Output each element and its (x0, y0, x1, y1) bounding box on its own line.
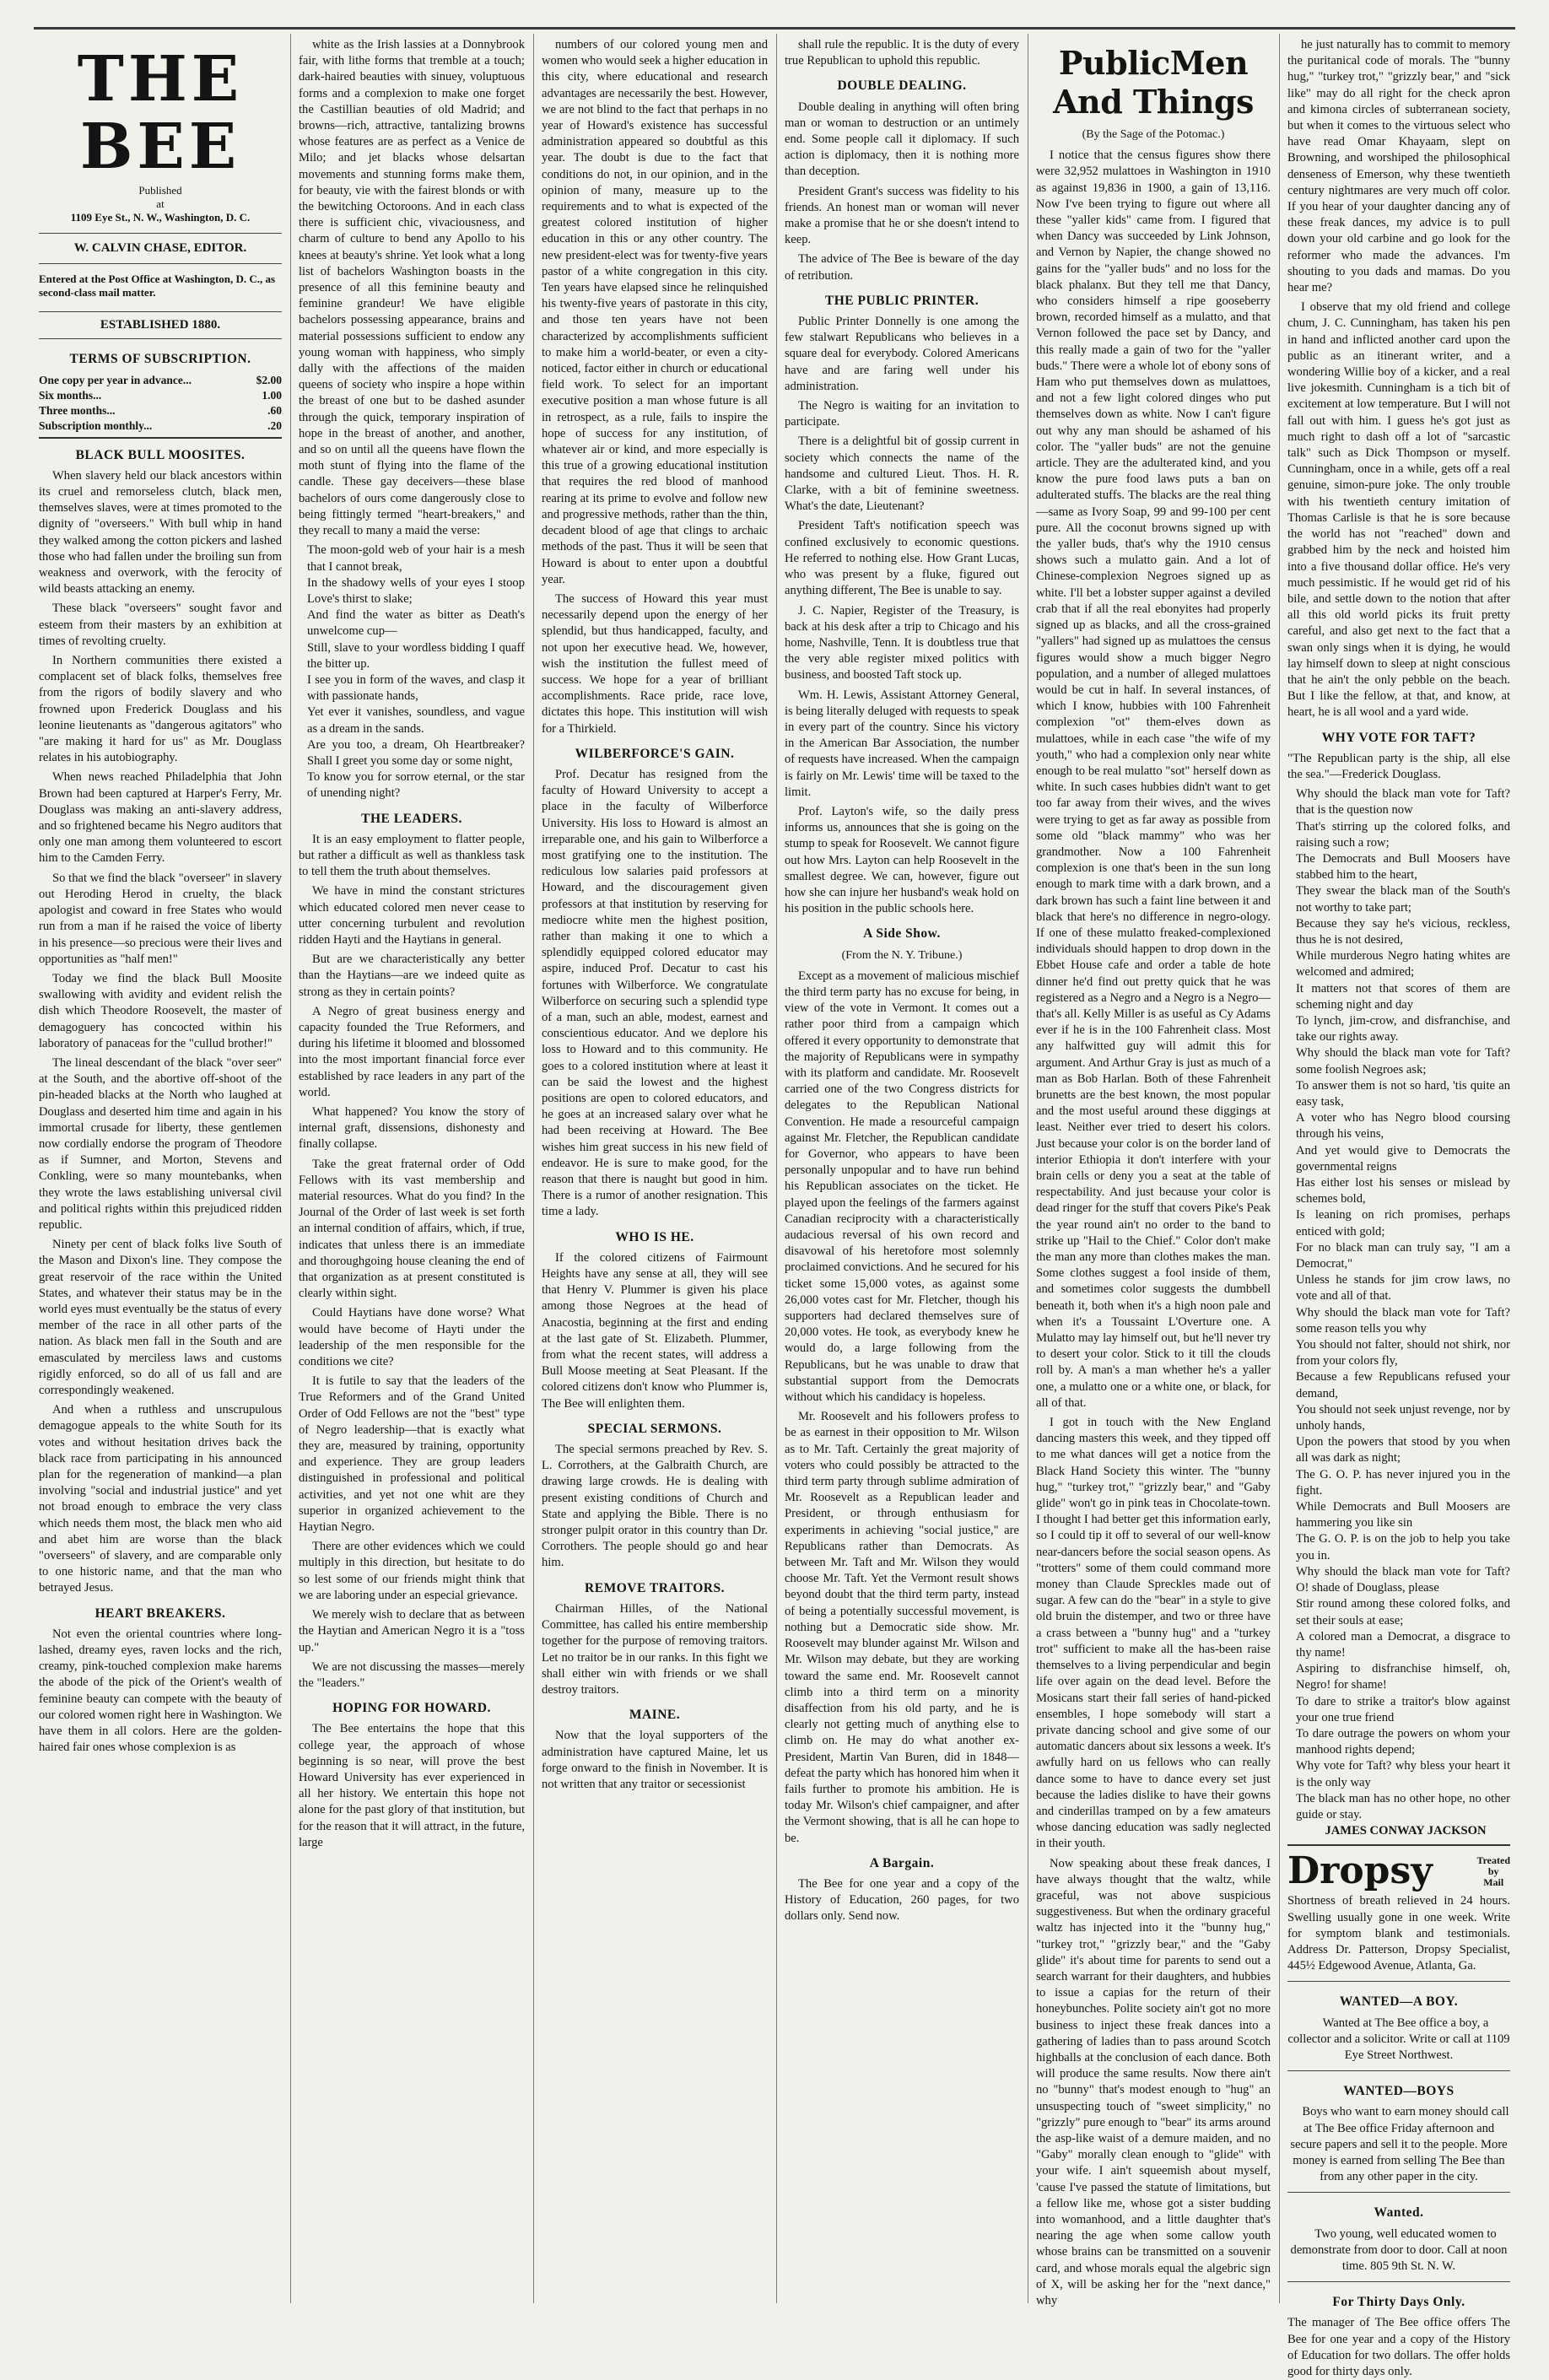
poem-line: Why should the black man vote for Taft? some reason tells you why (1296, 1305, 1510, 1336)
paragraph: Take the great fraternal order of Odd Fellows with its vast membership and material resources. What do you find? In the Journal of the Order of last week is set forth an internal condition of affairs, which, if true, indicates that unless there is an immediate and thoroughgoing house cleaning the end of that organization as at present constituted is clearly within sight. (299, 1157, 525, 1301)
paragraph: I notice that the census figures show there were 32,952 mulattoes in Washington in 1910 as against 19,836 in 1900, a gain of 13,116. Now I've been trying to figure out where all these "yaller kids" came from. I figured that when Dancy was succeeded by Link Johnson, and Vernon by Napier, the change showed no gains for the "yaller buds" and no loss for the black phalanx. But they tell me that Dancy, who considers himself a ripe gooseberry brown, recorded himself as a mulatto, and that Vernon followed the pace set by Dancy, and this really made a gain of two for the "yaller buds." There were a whole lot of ebony sons of Ham who put themselves down as mulattoes, and not a few light colored dinges who put themselves down as white. Now I can't figure out why any man should be ashamed of his color. The "yaller buds" are not the genuine article. They are the adulterated kind, and you know the pure food laws puts a ban on adulterated stuffs. The blacks are the real thing—same as Ivory Soap, 99 and 99-100 per cent pure. All the coconut browns signed up with the yaller buds, that's why the 1910 census shows such a mulatto gain. And a lot of Chinese-complexion Negroes signed up as white. I'll bet a lobster supper against a deviled crab that if all the real ebonyites had properly signed up as blacks, and all the cross-grained "yallers" had signed up as mulattoes the census figures would show a much bigger Negro population, and a number of alleged mulattoes would be cut in half. In several instances, of which I know, hubbies with 100 Fahrenheit complexion "ot" them-elves down as mulattoes, while in each case "the wife of my youth," who had a complexion only near white enough to be real mulatto "sot" herself down as white. In such cases hubbies didn't want to get too far away from their wives, and the wives were trying to get as far away as possible from some old "black mammy" who was her grandmother. Now a 100 Fahrenheit complexion is one that's been in the sun long enough to mark time with a dark brown, and a dark brown has such a faint line between it and black that here's no difference in negro-ology. If one of these mulatto freaked-complexioned individuals should happen to drop down in the Ebbet House cafe and order a table de hote dinner he'd find out pretty quick that he was registered as a Negro and a Negro is a Negro—that's all. Kelly Miller is as useful as Cy Adams ever if he is in the 100 Fahrenheit class. Most any halfwitted guy will admit this for argument. And Arthur Gray is just as much of a man as Bob Harlan. Both of these Fahrenheit brunetts are the best known, the most popular and the most useful around these diggings at least. Neither ever tried to desert his colors. Just because your color is on the border land of interior Ethiopia it don't interfere with your brain cells or deny you a seat at the table of respectability. And just because your color is dead ringer for the stuff that covers Pike's Peak the year round ain't no order to the band to strike up "Hail to the Chief." Color don't make the man any more than clothes makes the man. Some clothes suggest a fool inside of them, and sometimes color suggests the dumbbell beneath it, both when it's a high noon pale and when it's a Toussaint L'Overture one. A Mulatto may lay himself out, but he'll never try to desert your color. Stick to it till the clouds roll by. A man's a man whether he's a yaller one, a mulatto one or a white one, or black, for all of that. (1036, 148, 1271, 1410)
poem-line: The Democrats and Bull Moosers have stabbed him to the heart, (1296, 851, 1510, 882)
paragraph: Could Haytians have done worse? What would have become of Hayti under the leadership of the men responsible for the conditions we cite? (299, 1306, 525, 1369)
paragraph: Public Printer Donnelly is one among the few stalwart Republicans who believes in a square deal for everybody. Colored Americans have and are faring well under his administration. (785, 315, 1019, 393)
column-rule (776, 34, 777, 2303)
paragraph: These black "overseers" sought favor and esteem from their masters by an exhibition at times of revolting cruelty. (39, 602, 282, 648)
terms-row (39, 388, 282, 403)
poem-line: To lynch, jim-crow, and disfranchise, and take our rights away. (1296, 1013, 1510, 1044)
treated-word: Treated (1476, 1854, 1510, 1866)
published-line: Published (138, 184, 182, 197)
terms-row (39, 418, 282, 434)
poem-line: Unless he stands for jim crow laws, no vote and all of that. (1296, 1273, 1510, 1303)
column-rule (290, 34, 291, 2303)
terms-label: Three months... (39, 403, 116, 417)
article-heading: WHY VOTE FOR TAFT? (1321, 730, 1476, 745)
treated-label (1476, 1855, 1510, 1888)
poem-line: While murderous Negro hating whites are welcomed and admired; (1296, 949, 1510, 980)
paragraph: shall rule the republic. It is the duty of every true Republican to uphold this republic. (785, 38, 1019, 68)
article-body (542, 1728, 768, 1793)
poem-line: Stir round among these colored folks, and set their souls at ease; (1296, 1597, 1510, 1627)
paragraph: white as the Irish lassies at a Donnybrook fair, with lithe forms that tremble at a touch; dark-haired beauties with sinuey, voluptuous forms and a complexion to make one forget the Castillian beauties of old Madrid; and browns—rich, attractive, tantalizing browns whose features are as perfect as a Venice de Milo; and jet blacks whose delsartan movements and stunning forms make them, for beauty, vie with the fairest blonds or with the bewitching Octoroons. And in each class there is sufficient chic, vivaciousness, and charm of culture to bend any Apollo to his knees at beauty's shrine. Yet look what a long list of bachelors Washington boasts in the presence of all this feminine beauty and feminine grandeur! We have eligible bachelors possessing appearance, brains and material possessions sufficient to endow any young woman with happiness, who simply dally with the affections of the maiden queens of society who inspire a hope within the breast of one but to be dashed asunder through the quick, temporary inspiration of hope in the breast of another, and another, and so on until all the queens have flown the moth stunt of flying into the flame of the candle. These gay deceivers—these blase bachelors of ours come dangerously close to being fittingly termed "heart-breakers," and they recall to many a maid the verse: (299, 38, 525, 538)
article-body (785, 969, 1019, 1847)
column-rule (1279, 34, 1280, 2303)
signature: JAMES CONWAY JACKSON (1325, 1824, 1487, 1838)
subscription-terms (39, 351, 282, 438)
paragraph: Double dealing in anything will often bring man or woman to destruction or an untimely end. Some people call it diplomacy. If such action is diplomacy, then it is nothing more than deception. (785, 100, 1019, 179)
article-body (785, 37, 1019, 69)
article-body (542, 1442, 768, 1572)
established-line: ESTABLISHED 1880. (39, 311, 282, 339)
column-rule (533, 34, 534, 2303)
paragraph: A Negro of great business energy and capacity founded the True Reformers, and during his lifetime it bloomed and blossomed into the most important financial force ever established by race leaders in any part of the world. (299, 1004, 525, 1099)
article-body (785, 314, 1019, 917)
paragraph: The success of Howard this year must necessarily depend upon the energy of her splendid, but thus handicapped, faculty, and not upon her executive head. We, however, wish the institution the fullest meed of success. We hope for a year of brilliant accomplishments. Race pride, race love, dictates this hope. This institution will wish for a Thirkield. (542, 591, 768, 736)
epigraph: "The Republican party is the ship, all else the sea."—Frederick Douglass. (1287, 751, 1510, 781)
article-body (1287, 37, 1510, 721)
poem-line: Upon the powers that stood by you when all was dark as night; (1296, 1435, 1510, 1465)
classified-ad (1287, 1981, 1510, 2064)
byline: (By the Sage of the Potomac.) (1082, 128, 1225, 141)
poem-line: For no black man can truly say, "I am a Democrat," (1296, 1240, 1510, 1271)
paragraph: I got in touch with the New England dancing masters this week, and they tipped off to me what dances will get a notice from the Black Hand Society this winter. The "bunny hug," "turkey trot," "grizzly bear," and "Gaby glide" won't go in pink teas in Chocolate-town. I thought I had better get this information early, so I could tip it off to several of our well-know near-dancers before the social season opens. As "trotters" some of them could command more money than Claude Spreckles made out of sugar. A few can do the "bear" in a style to give old bruin the distemper, and two or three have a crass between a "bunny hug" and a "turkey trot" sufficient to make all the has-been raise themselves to a living perpendicular and begin life over again on the dead level. Before the Mosicans start their fall series of hand-picked ensembles, I hope somebody will start a private dancing school and give some of our automatic dancers about six lessons a week. It's awfully hard on us fellows who can really dance some to have to dance every set just because the ladies dislike to have their gowns and cinderillas tramped on by a few amateurs whose dancing education was sadly neglected in their youth. (1036, 1416, 1271, 1851)
poem-line: Why vote for Taft? why bless your heart it is the only way (1296, 1759, 1510, 1789)
paragraph: The special sermons preached by Rev. S. L. Corrothers, at the Galbraith Church, are drawing large crowds. He is dealing with present existing conditions of Church and State and applying the Bible. There is no stronger pulpit orator in this country than Dr. Corrothers. The people should go and hear him. (542, 1443, 768, 1570)
paragraph: he just naturally has to commit to memory the puritanical code of morals. The "bunny hug," "turkey trot," "grizzly bear," and "sick like" may do all right for the check apron and kimona circles of subterranean society, but when it comes to the virtuous select who have read Omar Khayaam, slept on Browning, and worshiped the philosophical denseness of Emerson, why these twentieth century nightmares are very much off color. If you hear of your daughter dancing any of these freak dances, my advice is to pull down your old carbine and go look for the reformer who made the advances. I'm shouting to you dads and mamas. Do you hear me? (1287, 38, 1510, 295)
article-body (785, 1876, 1019, 1925)
poem-line: Is leaning on rich promises, perhaps enticed with gold; (1296, 1208, 1510, 1239)
terms-value: $2.00 (256, 373, 282, 386)
classified-ad (1287, 2070, 1510, 2185)
article-heading: THE PUBLIC PRINTER. (824, 293, 980, 308)
article-body (542, 37, 768, 737)
paragraph: The advice of The Bee is beware of the day of retribution. (785, 252, 1019, 283)
ad-body: Boys who want to earn money should call at The Bee office Friday afternoon and secure papers and sell it to the people. More money is earned from selling The Bee than from any other paper in the city. (1290, 2105, 1509, 2184)
paragraph: President Taft's notification speech was confined exclusively to economic questions. He referred to nothing else. How Grant Lucas, who was present by a fluke, figured out anything different, The Bee is unable to say. (785, 519, 1019, 598)
ad-heading: Wanted. (1374, 2205, 1424, 2221)
terms-row (39, 403, 282, 418)
paragraph: If the colored citizens of Fairmount Heights have any sense at all, they will see that Henry V. Plummer is given his place among those Negroes at the head of Anacostia, beginning at the first and ending at the last gate of St. Elizabeth. Plummer, from what the recent states, will address a Bull Moose meeting at Seat Pleasant. If the colored citizens don't know who Plummer is, The Bee will enlighten them. (542, 1250, 768, 1411)
paragraph: Mr. Roosevelt and his followers profess to be as earnest in their opposition to Mr. Wilson as to Mr. Taft. Certainly the great majority of voters who could possibly be attracted to the third term party through sublime admiration of Mr. Roosevelt as a Republican leader and President, or through enthusiasm for experiments in achieving "social justice," are Republicans rather than Democrats. As between Mr. Taft and Mr. Wilson they would choose Mr. Taft. Yet the Vermont result shows beyond doubt that the third term party, instead of being a potentially successful movement, is nothing but a Democratic side show. Mr. Roosevelt may blunder against Mr. Wilson and Mr. Wilson may debate, but they are working toward the same end. Mr. Roosevelt cannot climb into a third term on a minority disaffection from his old party, and he is clearly not getting much of anything else to climb on. He may do what another ex-President, Martin Van Buren, did in 1848—defeat the party which has honored him when it fails further to promote his ambition. He is today Mr. Wilson's chief campaigner, and after the Vermont showing, that is all he can hope to be. (785, 1410, 1020, 1845)
article-heading: A Bargain. (869, 1855, 935, 1870)
paragraph: Except as a movement of malicious mischief the third term party has no excuse for being, in view of the vote in Vermont. It comes out a rather poor third from a campaign which offered it every opportunity to demonstrate that the majority of Republicans were in sympathy with its platform and candidate. Mr. Roosevelt carried one of the two Congress districts for delegates to the Republican National Convention. He made a resourceful campaign against Mr. Fletcher, the Republican candidate for Governor, who appears to have been personally unpopular and to have run behind his Republican associates on the ticket. He played upon the feelings of the farmers against Canadian reciprocity with a characteristically audacious reversal of his own record and disavowal of his heretofore most solemnly proclaimed convictions. And he secured for his ticket some 15,000 votes, as against some 26,000 votes cast for Mr. Fletcher, though his supporters had declared themselves sure of 20,000 votes. He took, as everybody knew he would do, a large following from the Republicans, but he was unable to draw that substantial support from the Democrats without which his candidacy is hopeless. (785, 969, 1019, 1405)
column-1 (34, 37, 287, 2298)
paragraph: Today we find the black Bull Moosite swallowing with avidity and evident relish the dish which Theodore Roosevelt, the master of demagoguery has concocted within his laboratory of panaceas for the "cullud brother!" (39, 971, 282, 1050)
paragraph: numbers of our colored young men and women who would seek a higher education in this city, where educational and research advantages are necessarily the best. However, we are not blind to the fact that perhaps in no year of Howard's existence has successful administration appeared so doubtful as this year. The doubt is due to the fact that conditions do not, in our opinion, and in the opinion of many, measure up to the requirements and to what is expected of the greatest colored institution of higher education in this or any other country. The new president-elect was for twenty-five years pastor of a white congregation in this city. Ten years have elapsed since he relinquished his twenty-five years of pastorate in this city, and those ten years have not been characterized by accomplishments sufficient to make him a world-beater, or even a city-noticed, factor either in church or educational field work. To select for an important executive position a man whose future is all in retrospect, as a rule, fails to inspire the hope of success for any institution, of whatever air or kind, and more especially is this true of a growing educational institution that requires the red blood of manhood rearing at its prime to evolve and follow new and progressive methods, rather than the thin, decadent blood of age that clings to archaic methods of the past. Thus it will be seen that Howard is about to enter upon a doubtful year. (542, 38, 768, 586)
ad-body: Wanted at The Bee office a boy, a collector and a solicitor. Write or call at 1109 Eye Street Northwest. (1287, 2016, 1510, 2062)
paragraph: J. C. Napier, Register of the Treasury, is back at his desk after a trip to Chicago and his home, Nashville, Tenn. It is doubtless true that the very able register mixed politics with business, and boosted Taft stock up. (785, 603, 1019, 683)
paragraph: When slavery held our black ancestors within its cruel and remorseless clutch, black men, themselves slaves, were at times promoted to the dignity of "overseers." With bull whip in hand they walked among the cotton pickers and lashed those who had fallen under the broiling sun from weakness and overwork, with the ferocity of wild beasts attacking an enemy. (39, 468, 282, 596)
paragraph: There is a delightful bit of gossip current in society which connects the name of the handsome and cultured Lieut. Thos. H. R. Clarke, with a bit of feminine sweetness. What's the date, Lieutenant? (785, 434, 1019, 514)
dropsy-title: Dropsy (1287, 1849, 1433, 1893)
terms-label: One copy per year in advance... (39, 373, 192, 386)
terms-row (39, 373, 282, 388)
ad-body: Two young, well educated women to demonstrate from door to door. Call at noon time. 805 9th St. N. W. (1290, 2226, 1508, 2273)
poem-line: Why should the black man vote for Taft? that is the question now (1296, 787, 1510, 818)
article-body (39, 1627, 282, 1757)
poem-line: In the shadowy wells of your eyes I stoop Love's thirst to slake; (307, 575, 525, 606)
poem-line: I see you in form of the waves, and clasp it with passionate hands, (307, 672, 525, 704)
paragraph: So that we find the black "overseer" in slavery out Heroding Herod in cruelty, the black apologist and coward in free States who would run from a man if he raised the voice of liberty in his presence—so precious were their lives and opportunities as "half men!" (39, 871, 282, 966)
column-6 (1282, 37, 1515, 2379)
article-body (299, 832, 525, 1692)
paragraph: It is futile to say that the leaders of the True Reformers and of the Grand United Order of Odd Fellows are not the "best" type of Negro leadership—that is exactly what they are, measured by training, opportunity and experience. They are group leaders distinguished in professional and political activities, and yet not one whit are they superior in organized achievement to the Haytian Negro. (299, 1374, 525, 1535)
paragraph: Not even the oriental countries where long-lashed, dreamy eyes, raven locks and the rich, creamy, pink-touched complexion make harems the abode of the pick of the Orient's wealth of feminine beauty can compete with the beauty of our colored women right here in Washington. We have them in all colors. Here are the golden-haired fair ones whose complexion is as (39, 1627, 282, 1755)
column-4 (780, 37, 1024, 2298)
poem-line: The G. O. P. is on the job to help you take you in. (1296, 1532, 1510, 1562)
poem-line: To dare outrage the powers on whom your manhood rights depend; (1296, 1726, 1510, 1757)
poem-line: Are you too, a dream, Oh Heartbreaker? Shall I greet you some day or some night, (307, 737, 525, 768)
editor-line: W. CALVIN CHASE, EDITOR. (39, 233, 282, 264)
classified-ad (1287, 2281, 1510, 2380)
column-5 (1031, 37, 1276, 2308)
paragraph: Chairman Hilles, of the National Committee, has called his entire membership together for the purpose of removing traitors. Let no traitor be in our ranks. In this fight we shall either win with friends or we shall destroy traitors. (542, 1601, 768, 1697)
treated-word: Mail (1483, 1875, 1504, 1888)
paragraph: Ninety per cent of black folks live South of the Mason and Dixon's line. They compose the great reservoir of the race within the United States, and whatever their status may be in the world eyes must eventually be the status of every member of the race in all other parts of the nation. As black men fall in the South and are emasculated by merciless laws and customs rigidly enforced, so do all of us fall and are correspondingly weakened. (39, 1238, 282, 1397)
article-heading: HOPING FOR HOWARD. (332, 1701, 491, 1716)
article-body (542, 1601, 768, 1698)
terms-value: .20 (267, 418, 282, 432)
poem (307, 542, 525, 801)
published-block (39, 184, 282, 224)
poem-line: The moon-gold web of your hair is a mesh that I cannot break, (307, 543, 525, 574)
classified-ad (1287, 2192, 1510, 2275)
paragraph: Now speaking about these freak dances, I have always thought that the waltz, while graceful, was not above suspicious suggestiveness. But when the ordinary graceful waltz has injected into it the "bunny hug," "turkey trot," "grizzly bear," and the "Gaby glide" it's about time for parents to send out a search warrant for their daughters, and hubbies to issue a capias for the return of their honeybunches. Polite society ain't got no more business to inject these freak dances into a gathering of ladies than to pass around Scotch highballs at the conclusion of each dance. Both will produce the same results. Now there ain't no "bunny" that's modest enough to "hug" an unsuspecting touch of "sweet simplicity," no "grizzly" pure enough to "bear" its arms around the asp-like waist of a demure maiden, and no "Gaby" morally clean enough to "glide" with your wife. I ain't squeemish about myself, 'cause I've passed the statute of limitations, but a fellow like me, whose got a sister budding into womanhood, and a little daughter that's nearing the age when some callow youth whose brains can be transmitted on a souvenir card, and whose morals equal the algebric sign of X, will be asking her for the "next dance," why (1036, 1856, 1271, 2308)
terms-value: 1.00 (262, 388, 282, 402)
terms-heading: TERMS OF SUBSCRIPTION. (69, 352, 251, 367)
paragraph: Prof. Layton's wife, so the daily press informs us, announces that she is going on the stump to speak for Roosevelt. We cannot figure out how Mrs. Layton can help Roosevelt in the smallest degree. We can, however, figure out how she can injure her husband's weak hold on his position in the public schools here. (785, 804, 1019, 916)
poem-line: And yet would give to Democrats the governmental reigns (1296, 1143, 1510, 1174)
top-rule (34, 27, 1515, 30)
poem-line: To answer them is not so hard, 'tis quite an easy task, (1296, 1078, 1510, 1109)
paragraph: In Northern communities there existed a complacent set of black folks, themselves free from the rigors of bodily slavery and who frowned upon Frederick Douglass and his leonine lieutenants as "dangerous agitators" who "are making it hard for us" as Mr. Douglass relates in his autobiography. (39, 654, 282, 765)
terms-label: Six months... (39, 388, 102, 402)
column-title: PublicMen And Things (1053, 44, 1254, 121)
poem-line: It matters not that scores of them are scheming night and day (1296, 981, 1510, 1012)
paragraph: We are not discussing the masses—merely the "leaders." (299, 1660, 525, 1690)
article-body (299, 1721, 525, 1851)
paragraph: The Bee entertains the hope that this college year, the approach of whose beginning is so near, will prove the best Howard University has ever experienced in all her history. We entertain this hope not alone for the past glory of that institution, but for the reason that it will attract, in the future, large (299, 1722, 525, 1849)
masthead-title: THE BEE (77, 43, 244, 183)
entered-notice: Entered at the Post Office at Washington, D. C., as second-class mail matter. (39, 273, 276, 300)
article-body (785, 100, 1019, 284)
poem-line: To dare to strike a traitor's blow against your one true friend (1296, 1694, 1510, 1724)
paragraph: Prof. Decatur has resigned from the faculty of Howard University to accept a place in the faculty of Wilberforce University. His loss to Howard is almost an irreparable one, and his gain to Wilberforce a most gratifying one to the institution. The rediculous low salaries paid professors at Howard, and the discouragement given professors at that institution by reserving for mediocre white men the highest position, rather than making it one to which a splendidly equipped colored educator may aspire, induced Prof. Decatur to cast his fortunes with Wilberforce. We congratulate Wilberforce on securing such a splendid type of a man, such an able, modest, earnest and conscientious educator. And we deplore his loss to Howard and to this community. He goes to a colored institution where at least it can be said the lowest and the highest positions are open to colored educators, and he goes at an increased salary over what he had been receiving at Howard. The Bee wishes him great success in his new field of endeavor. He is sure to make good, for the reason that there is naught but good in him. There is a rumor of another resignation. This time a lady. (542, 767, 768, 1219)
article-heading: WILBERFORCE'S GAIN. (575, 746, 735, 761)
terms-value: .60 (267, 403, 282, 417)
article-body (542, 767, 768, 1221)
article-heading: A Side Show. (863, 926, 941, 942)
paragraph: The Negro is waiting for an invitation to participate. (785, 399, 1019, 429)
published-line: at (156, 197, 165, 210)
poem-line: Because they say he's vicious, reckless, thus he is not desired, (1296, 916, 1510, 947)
article-source: (From the N. Y. Tribune.) (841, 948, 963, 962)
poem-line: Has either lost his senses or mislead by schemes bold, (1296, 1176, 1510, 1206)
column-3 (537, 37, 773, 2298)
ad-heading: WANTED—A BOY. (1339, 1994, 1459, 2010)
poem-line: Why should the black man vote for Taft? some foolish Negroes ask; (1296, 1046, 1510, 1077)
paragraph: We have in mind the constant strictures which educated colored men never cease to utter concerning turbulent and revolution ridden Hayti and the Haytians in general. (299, 884, 525, 947)
ad-heading: WANTED—BOYS (1343, 2084, 1455, 2099)
poem-line: The black man has no other hope, no other guide or stay. (1296, 1791, 1510, 1821)
paragraph: What happened? You know the story of internal graft, dissensions, dishonesty and finally collapse. (299, 1105, 525, 1152)
poem-line: You should not falter, should not shirk, nor from your colors fly, (1296, 1338, 1510, 1368)
poem-line: Because a few Republicans refused your demand, (1296, 1370, 1510, 1400)
article-heading: MAINE. (629, 1708, 681, 1723)
article-heading: DOUBLE DEALING. (837, 78, 967, 94)
paragraph: Now that the loyal supporters of the administration have captured Maine, let us forge onward to the finish in November. It is not written that any traitor or secessionist (542, 1729, 768, 1791)
article-body (299, 37, 525, 539)
paragraph: But are we characteristically any better than the Haytians—are we indeed quite as strong as they in certain points? (299, 953, 525, 999)
paragraph: The lineal descendant of the black "over seer" at the South, and the abortive off-shoot of the pin-headed blacks at the North who laughed at Douglass and deserted him time and again in his immortal crusade for liberty, these gentlemen now cordially endorse the program of Theodore as if Sumner, and Morton, Stevens and Conkling, were so many mountebanks, when they wrote the laws establishing universal civil and political rights within this prejudiced ridden republic. (39, 1055, 282, 1232)
poem-line: Still, slave to your wordless bidding I quaff the bitter up. (307, 640, 525, 671)
article-heading: THE LEADERS. (361, 811, 462, 826)
column-2 (294, 37, 530, 2298)
paragraph: It is an easy employment to flatter people, but rather a difficult as well as thankless task to tell them the truth about themselves. (299, 832, 525, 879)
poem-line: To know you for sorrow eternal, or the star of unending night? (307, 770, 525, 801)
article-heading: SPECIAL SERMONS. (587, 1421, 722, 1436)
paragraph: We merely wish to declare that as between the Haytian and American Negro it is a "toss up." (299, 1608, 525, 1654)
paragraph: And when a ruthless and unscrupulous demagogue appeals to the white South for its votes and without hesitation drives back the black race from participating in his announced plan for the regeneration of mankind—a plan involving "social and industrial justice" and yet not broad enough to embrace the very class which needs them most, the black men who aid and abet him are worse than the black "overseers" of slavery, and are comparable only to one historic name, and that the man who betrayed Jesus. (39, 1403, 282, 1595)
poem (1296, 786, 1510, 1823)
article-heading: BLACK BULL MOOSITES. (75, 447, 246, 462)
paragraph: I observe that my old friend and college chum, J. C. Cunningham, has taken his pen in hand and inflicted another card upon the public as an itinerant writer, and a wondering Willie boy of a kicker, and a real live jokesmith. Cunningham is a tich bit of excitement at low temperature. But I will not fall out with him. I guess he's got just as much right to dash off a lot of "sarcastic talk" such as Dick Thompson or myself. Cunningham, once in a while, gets off a real genuine, simon-pure joke. The only trouble with his twentieth century imitation of Thomas Carlisle is that he is sore because the world has not "reached" down and grabbed him by the neck and hoisted him into a five thousand dollar office. He's very much pessimistic. If he would get rid of his bile, and settle down to the notion that after all this old world picks its fruit pretty careful, and also get next to the fact that a swan only sings when it is dying, he would lay himself down to sleep at night conscious that he ain't the only pebble on the beach. But I like the fellow, at that, and know, at heart, he is all wool and a yard wide. (1287, 300, 1510, 720)
poem-line: Aspiring to disfranchise himself, oh, Negro! for shame! (1296, 1662, 1510, 1692)
article-heading: WHO IS HE. (615, 1229, 694, 1244)
article-body (39, 468, 282, 1597)
paragraph: President Grant's success was fidelity to his friends. An honest man or woman will never make a promise that he or she doesn't intend to keep. (785, 184, 1019, 247)
article-body (1036, 148, 1271, 2309)
paragraph: When news reached Philadelphia that John Brown had been captured at Harper's Ferry, Mr. Douglass was making an anti-slavery address, and so frightened became his Negro auditors that only one man among them volunteered to escort him to the Camden Ferry. (39, 770, 282, 866)
article-body (542, 1250, 768, 1412)
article-heading: REMOVE TRAITORS. (585, 1580, 725, 1595)
poem-line: The G. O. P. has never injured you in the fight. (1296, 1467, 1510, 1498)
poem-line: While Democrats and Bull Moosers are hammering you like sin (1296, 1500, 1510, 1530)
treated-word: by (1487, 1865, 1499, 1877)
article-heading: HEART BREAKERS. (94, 1606, 226, 1621)
paragraph: The Bee for one year and a copy of the History of Education, 260 pages, for two dollars only. Send now. (785, 1876, 1019, 1924)
paragraph: Wm. H. Lewis, Assistant Attorney General, is being literally deluged with requests to speak in every part of the country. Since his victory in the American Bar Association, the number of requests have increased. When the campaign is fairly on Mr. Lewis' time will be taxed to the limit. (785, 688, 1019, 799)
dropsy-ad-header (1287, 1844, 1510, 1893)
ad-body: The manager of The Bee office offers The Bee for one year and a copy of the History of Education for two dollars. The offer holds good for thirty days only. (1287, 2316, 1510, 2379)
ad-heading: For Thirty Days Only. (1332, 2295, 1465, 2310)
poem-line: They swear the black man of the South's not worthy to take part; (1296, 884, 1510, 915)
published-address: 1109 Eye St., N. W., Washington, D. C. (70, 211, 251, 224)
terms-label: Subscription monthly... (39, 418, 153, 432)
poem-line: A colored man a Democrat, a disgrace to thy name! (1296, 1629, 1510, 1660)
poem-line: And find the water as bitter as Death's unwelcome cup— (307, 608, 525, 639)
paragraph: There are other evidences which we could multiply in this direction, but hesitate to do so lest some of our friends might think that we are laboring under an especial grievance. (299, 1540, 525, 1602)
poem-line: Why should the black man vote for Taft? O! shade of Douglass, please (1296, 1564, 1510, 1595)
dropsy-body: Shortness of breath relieved in 24 hours. Swelling usually gone in one week. Write for symptom blank and testimonials. Address Dr. Patterson, Dropsy Specialist, 445½ Edgewood Avenue, Atlanta, Ga. (1287, 1894, 1510, 1973)
poem-line: You should not seek unjust revenge, nor by unholy hands, (1296, 1402, 1510, 1433)
poem-line: Yet ever it vanishes, soundless, and vague as a dream in the sands. (307, 705, 525, 736)
poem-line: That's stirring up the colored folks, and raising such a row; (1296, 819, 1510, 850)
poem-line: A voter who has Negro blood coursing through his veins, (1296, 1111, 1510, 1141)
